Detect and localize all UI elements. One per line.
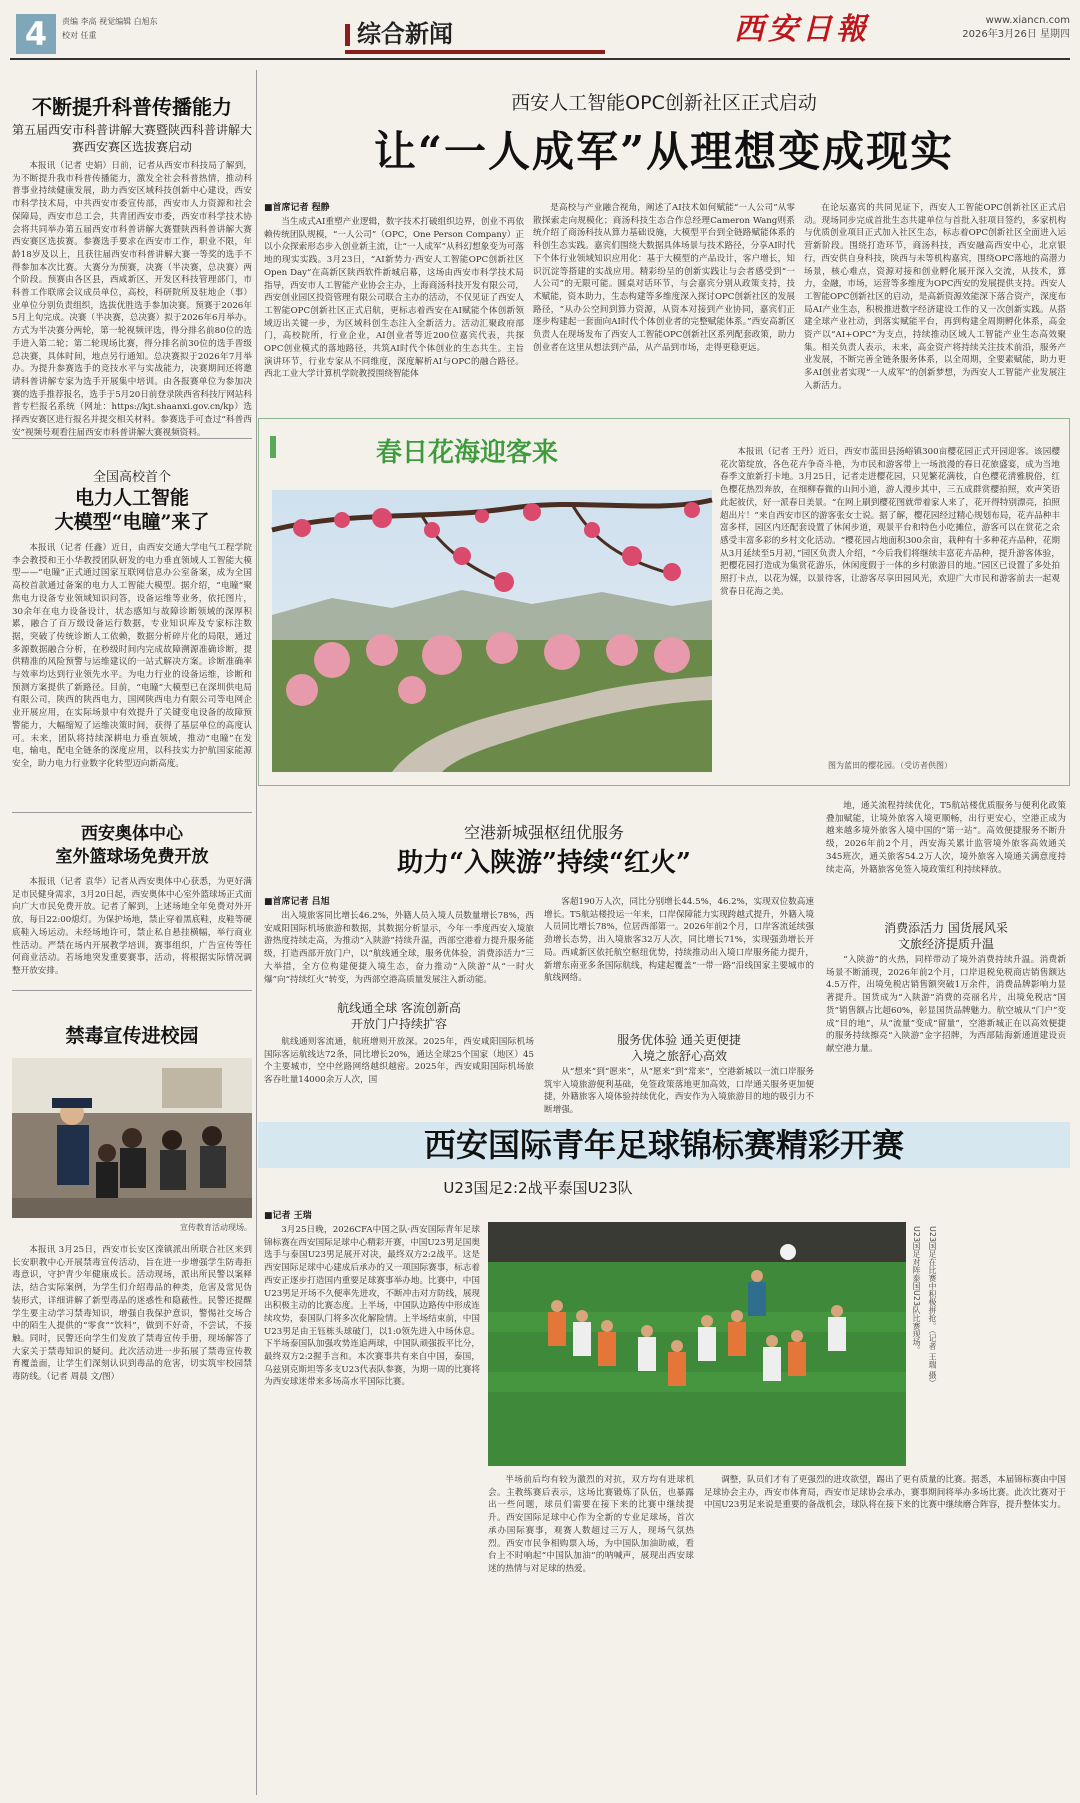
football-subtitle: U23国足2:2战平泰国U23队 bbox=[443, 1179, 633, 1197]
website-url[interactable]: www.xiancn.com 2026年3月26日 星期四 bbox=[962, 15, 1070, 40]
opc-col1: 当生成式AI重塑产业逻辑，数字技术打破组织边界，创业不再依赖传统团队规模，“一人公司”（OPC，One Person Company）正以小众探索形态步入创业新主流，让“一人成军”从科幻想象变为可落地的现实实践。3月23日，“AI新势力·西安人工智能OPC创新社区Open Day”在高新区陕西软件新城启幕，这场由西安市科学技术局指导，西安市人工智能产业协会主办，上海商汤科技开发有限公司，西安创业园区投资管理有限公司联合主办的活动，不仅见证了西安人工智能OPC创新社区正式启航，更标志着西安在AI赋能个体创新领域迈出关键一步，为区域科创生态注入全新活力。活动汇聚政府部门，高校院所，行业企业，AI创业者等近200位嘉宾代表，共探OPC创业模式的落地路径，共筑AI时代个体创业的生态共生。主旨演讲环节，行业专家从不同维度，深度解析AI与OPC的融合路径。西北工业大学计算机学院教授围绕智能体 bbox=[264, 217, 524, 380]
stadium-title-1: 西安奥体中心 bbox=[81, 824, 183, 844]
antidrug-title: 禁毒宣传进校园 bbox=[65, 1025, 199, 1047]
airport-subhead-2a: 服务优体验 通关更便捷 bbox=[617, 1033, 741, 1047]
spring-title: 春日花海迎客来 bbox=[376, 438, 559, 468]
proofreader-credit: 校对 任重 bbox=[62, 31, 97, 40]
science-subtitle: 第五届西安市科普讲解大赛暨陕西科普讲解大赛西安赛区选拔赛启动 bbox=[12, 123, 253, 154]
airport-col1b: 航线通则客流通，航班增则开放深。2025年，西安咸阳国际机场国际客运航线达72条，同比增长20%，通达全球25个国家（地区）45个主要城市，空中丝路网络越织越密。2025年，西安咸阳国际机场旅客吞吐量14000余万人次，国 bbox=[264, 1037, 534, 1086]
airport-subhead-2b: 入境之旅舒心高效 bbox=[630, 1049, 727, 1063]
electric-body: 本报讯（记者 任鑫）近日，由西安交通大学电气工程学院李会教授和王小华教授团队研发的电力垂直领域人工智能大模型——“电瞳”正式通过国家互联网信息办公室备案，成为全国高校首款通过备案的电力人工智能大模型。据介绍，“电瞳”聚焦电力设备专业领域知识问答，设备运维等业务，依托图片，30余年在电力设备设计，状态感知与故障诊断领域的深厚积累，融合了百万级设备运行数据，专业知识库及专家标注数据，突破了传统诊断人工依赖，数据分析碎片化的局限，通过多源数据融合分析，在秒级时间内完成故障溯源准确诊断，提供精准的风险预警与运维建议的一站式解决方案。诊断准确率与效率均达到行业领先水平。为电力行业的设备运维，诊断和预测方案提供了新路径。目前，“电瞳”大模型已在深圳供电局有限公司，陕西的陕西电力，国网陕西电力有限公司等电网企业开展应用，在实际场景中有效提升了关键变电设备的故障预警能力，大幅缩短了运维决策时间，获得了基层单位的高度认可。未来，团队将持续深耕电力垂直领域，推动“电瞳”在发电，输电，配电全链条的深度应用，以科技实力护航国家能源安全，助力电力行业数字化转型迈向新高度。 bbox=[12, 543, 252, 769]
airport-byline: ■首席记者 吕旭 bbox=[264, 897, 330, 907]
stadium-body: 本报讯（记者 袁华）记者从西安奥体中心获悉，为更好满足市民健身需求，3月20日起，西安奥体中心室外篮球场正式面向广大市民免费开放。记者了解到，上述场地全年免费对外开放，每日22:00熄灯。为保护场地，禁止穿着黑底鞋，皮鞋等硬底鞋入场运动。未经场地许可，禁止私自悬挂横幅，举行商业性活动。严禁在场内开展教学培训，赛事组织，广告宣传等任何商业活动。若场地突发重要赛事，活动，将根据实际情况调整开放安排。 bbox=[12, 877, 252, 976]
airport-kicker: 空港新城强枢纽优服务 bbox=[463, 823, 624, 842]
football-photo bbox=[488, 1222, 906, 1466]
opc-kicker: 西安人工智能OPC创新社区正式启动 bbox=[511, 92, 817, 114]
editor-credits: 责编 李高 视觉编辑 白旭东 bbox=[62, 17, 158, 26]
opc-col2: 是高校与产业融合视角，阐述了AI技术如何赋能“一人公司”从零散探索走向规模化；商汤科技生态合作总经理Cameron Wang则系统介绍了商汤科技从算力基础设施，大模型平台到全链路赋能体系的科创生态实践。嘉宾们围绕大数据具体场景与技术路径，分享AI时代下个体行业领域知识应用化：基于大模型的产品设计，客户增长，知识沉淀等搭建的实战应用。精彩纷呈的创新实践让与会者感受到“一人公司”的无限可能。圆桌对话环节，与会嘉宾分别从政策支持，技术赋能，资本助力，生态构建等多维度深入探讨OPC创新社区的发展路径，“从办公空间到算力资源，从资本对接到产业协同，嘉宾们正逐步构建起一套面向AI时代个体创业者的完整赋能体系。”西安高新区负责人在现场发布了西安人工智能OPC创新社区系列配套政策，助力创业者在这里从想法到产品，从产品到市场，走得更稳更远。 bbox=[533, 203, 795, 353]
football-byline: ■记者 王瑞 bbox=[264, 1211, 312, 1221]
airport-col3a: 地，通关流程持续优化，T5航站楼优质服务与便利化政策叠加赋能，让境外旅客入境更顺畅，出行更安心，空港正成为越来越多境外旅客入境中国的“第一站”。高效便捷服务不断升级，2026年前2个月，西安海关累计监管境外旅客高效通关345班次，通关旅客54.2万人次，境外旅客入境通关满意度持续走高，外籍旅客免签入境政策红利持续释放。 bbox=[826, 801, 1066, 875]
antidrug-photo-caption: 宣传教育活动现场。 bbox=[180, 1223, 252, 1232]
spring-accent bbox=[270, 436, 300, 458]
airport-col3b: “入陕游”的火热，同样带动了境外消费持续升温。消费新场景不断涌现，2026年前2个月，口岸退税免税商店销售额达4.5万件，出境免税店销售额突破1万余件，消费品牌影响力显著提升。国货成为“入陕游”消费的亮丽名片，出境免税店“国货”销售额占比超60%，彰显国货品牌魅力。航空城从“门户”变成“目的地”，从“流量”变成“留量”，空港新城正在以高效便捷的服务持续擦亮“入陕游”金字招牌，为西部陆海新通道建设贡献空港力量。 bbox=[826, 955, 1066, 1054]
page-number: 4 bbox=[16, 14, 56, 54]
airport-col1a: 出入境旅客同比增长46.2%，外籍人员入境人员数量增长78%，西安咸阳国际机场旅游和数据，其数据分析显示，今年一季度西安入境旅游热度持续走高，为推动“入陕游”持续升温，西部空港着力提升服务能级，打造西部开放门户，以“航线通全球，服务优体验，消费添活力”三大举措，全方位构建便捷入境生态，奋力推动“入陕游”从“一时火爆”向“持续红火”转变，为西部空港高质量发展注入新动能。 bbox=[264, 911, 534, 985]
science-body: 本报讯（记者 史娟）日前，记者从西安市科技局了解到，为不断提升我市科普传播能力，激发全社会科普热情，推动科普事业持续健康发展，助力西安区域科技创新中心建设，西安市科学技术局，中共西安市委宣传部，西安市人力资源和社会保障局，西安市总工会，共青团西安市委，西安市科学技术协会将共同举办第五届西安市科普讲解大赛暨陕西科普讲解大赛西安赛区选拔赛。参赛选手要求在西安市工作，职业不限，年龄18岁及以上，且获往届西安市科普讲解大赛一等奖的选手不得参加本次比赛。大赛分为预赛，决赛（半决赛，总决赛）两个阶段。预赛由各区县，西咸新区，开发区科技管理部门，市科普工作联席会议成员单位，高校，科研院所及驻地企（事）业单位分别负责组织，选拔优胜选手参加决赛。预赛于2026年5月上旬完成。决赛（半决赛，总决赛）拟于2026年6月举办。方式为半决赛分两轮，第一轮视频评选，得分排名前80位的选手进入第二轮；第二轮现场比赛，得分排名前30位的选手晋级总决赛，具体时间，地点另行通知。总决赛拟于2026年7月举办。为提升参赛选手的竞技水平与实战能力，决赛期间还将邀请科普讲解专家为选手开展集中培训。由各报赛单位为参加决赛的选手推荐报名，选手于5月20日前登录陕西省科技厅网站科普专栏报名系统（网址：https://kjt.shaanxi.gov.cn/kp）选择西安赛区进行报名并提交相关材料。参赛选手可查过“科普西安”视频号观看往届西安市科普讲解大赛视频资料。 bbox=[12, 161, 252, 438]
antidrug-photo bbox=[12, 1058, 252, 1218]
issue-date: 2026年3月26日 星期四 bbox=[962, 29, 1070, 40]
airport-subhead-3b: 文旅经济提质升温 bbox=[897, 937, 994, 951]
electric-title-2: 大模型“电瞳”来了 bbox=[54, 511, 210, 533]
airport-headline: 助力“入陕游”持续“红火” bbox=[397, 848, 691, 878]
airport-subhead-1a: 航线通全球 客流创新高 bbox=[337, 1001, 461, 1015]
opc-byline: ■首席记者 程静 bbox=[264, 203, 330, 213]
football-col1: 3月25日晚，2026CFA中国之队·西安国际青年足球锦标赛在西安国际足球中心精彩开赛，中国U23男足国奥选手与泰国U23男足展开对决，最终双方2:2战平。这是西安国际足球中心建成后承办的又一项国际赛事，标志着西安正逐步打造国内重要足球赛事举办地。比赛中，中国U23男足开场不久便率先进攻，不断冲击对方防线，展现出积极主动的比赛态度。上半场，中国队边路传中形成连续攻势，泰国队门将多次化解险情。上半场结束前，中国U23男足由王钰栋头球破门，以1:0领先进入中场休息。下半场泰国队加强攻势连追两球，中国队顽强扳平比分，最终双方2:2握手言和。本次赛事共有来自中国，泰国，乌兹别克斯坦等多支U23代表队参赛，为期一周的比赛将为西安球迷带来多场高水平国际比赛。 bbox=[264, 1225, 480, 1388]
football-col2: 半场前后均有较为激烈的对抗，双方均有进球机会。主教练赛后表示，这场比赛锻炼了队伍，也暴露出一些问题，球员们需要在接下来的比赛中继续提升。西安国际足球中心作为全新的专业足球场，首次承办国际赛事，观赛人数超过三万人，现场气氛热烈。西安市民争相购票入场，为中国队加油助威，看台上不时响起“中国队加油”的呐喊声，展现出西安球迷的热情与对足球的热爱。 bbox=[488, 1475, 694, 1574]
airport-subhead-1b: 开放门户持续扩容 bbox=[350, 1017, 447, 1031]
football-photo-side-caption: U23国足对阵泰国U23队比赛现场。 bbox=[912, 1226, 921, 1355]
electric-title-1: 电力人工智能 bbox=[74, 487, 189, 509]
football-headline: 西安国际青年足球锦标赛精彩开赛 bbox=[423, 1126, 904, 1164]
stadium-title-2: 室外篮球场免费开放 bbox=[55, 847, 209, 867]
football-photo-caption: U23国足在比赛中积极拼抢。（记者 王瑞 摄） bbox=[928, 1226, 937, 1388]
antidrug-body: 本报讯 3月25日，西安市长安区滦镇派出所联合社区来到长安职教中心开展禁毒宣传活动，旨在进一步增强学生防毒拒毒意识，守护青少年健康成长。活动现场，派出所民警以案释法，结合实际案例，为学生们介绍毒品的种类，危害及常见伪装形式，详细讲解了新型毒品的迷惑性和隐蔽性。民警还提醒学生要主动学习禁毒知识，增强自我保护意识，警惕社交场合中的陌生人提供的“零食”“饮料”，做到不好奇，不尝试，不接触。同时，民警还向学生们发放了禁毒宣传手册，现场解答了大家关于禁毒知识的疑问。此次活动进一步拓展了禁毒宣传教育覆盖面，让学生们深刻认识到毒品的危害，切实筑牢校园禁毒防线。（记者 周晨 文/图） bbox=[12, 1245, 252, 1383]
spring-photo bbox=[272, 490, 712, 772]
airport-col2a: 客超190万人次，同比分别增长44.5%，46.2%，实现双位数高速增长。T5航站楼投运一年来，口岸保障能力实现跨越式提升，外籍入境人员同比增长78%，位居西部第一。2026年前2个月，口岸客流延续强劲增长态势，出入境旅客32万人次，同比增长71%，实现强劲增长开局。西咸新区依托航空枢纽优势，持续推动出入境口岸服务能力提升，新增东南亚多条国际航线，构建起覆盖“一带一路”沿线国家主要城市的航线网络。 bbox=[544, 897, 814, 984]
airport-subhead-3a: 消费添活力 国货展风采 bbox=[884, 921, 1008, 935]
football-col3: 调整，队员们才有了更强烈的进攻欲望，踢出了更有质量的比赛。据悉，本届锦标赛由中国足球协会主办，西安市体育局，西安市足球协会承办，赛事期间将举办多场比赛。此次比赛对于中国U23男足来说是重要的备战机会，球队将在接下来的比赛中继续磨合阵容，提升整体实力。 bbox=[704, 1475, 1066, 1511]
airport-col2b: 从“想来”到“愿来”，从“愿来”到“常来”，空港新城以一流口岸服务筑牢入境旅游便利基础，免签政策落地更加高效，口岸通关服务更加便捷，外籍旅客入境体验持续优化，西安作为入境旅游目的地的吸引力不断增强。 bbox=[544, 1067, 814, 1116]
opc-col3: 在论坛嘉宾的共同见证下，西安人工智能OPC创新社区正式启动。现场同步完成首批生态共建单位与首批入驻项目签约，多家机构与优质创业项目正式加入社区生态，标志着OPC创新社区全面进入运营新阶段。围绕打造环节，商汤科技，西安融高西安中心，北京银行，西安供自身科技，陕西与未等机构嘉宾，围绕OPC落地的高潜力场景，核心难点，资源对接和创业孵化展开深入交流，从技术，算力，金融，市场，运营等多维度为OPC西安的发展提供支持。西安人工智能OPC创新社区的启动，是高新资源效能深下落合资产，深度布局AI产业生态，积极推进数字经济建设工作的又一次创新实践。从搭建全球产业社动，到落实赋能平台，再到构建全周期孵化体系，高金资产以“AI+OPC”为支点，持续推动区域人工智能产业生态高效聚集。相关负责人表示，未来，高金资产将持续关注技术前沿，服务产业发展，不断完善全链条服务体系，以全周期，全要素赋能，助力更多AI创业者实现“一人成军”的创新梦想，为西安人工智能产业发展注入新活力。 bbox=[804, 203, 1066, 391]
science-title: 不断提升科普传播能力 bbox=[32, 95, 232, 119]
electric-kicker: 全国高校首个 bbox=[92, 470, 171, 485]
section-title: 综合新闻 bbox=[345, 14, 605, 54]
spring-body: 本报讯（记者 王丹）近日，西安市蓝田县汤峪镇300亩樱花园正式开园迎客。该园樱花次第绽放，各色花卉争奇斗艳，为市民和游客带上一场浪漫的春日花旅盛宴，成为当地春季文旅新打卡地。3月25日，记者走进樱花园，只见繁花满枝，白色樱花清雅脱俗，红色樱花热烈奔放，在细柳春微的山间小道，游人漫步其中，三五成群赏樱拍照，欢声笑语此起彼伏，好一派春日美景。“在网上刷到樱花图就带着家人来了，花开得特别漂亮，拍照超出片！”来自西安市区的游客张女士说。据了解，樱花园经过精心规划布局，花卉品种丰富多样，园区内还配套设置了休闲步道，观景平台和特色小吃摊位，游客可以在赏花之余感受丰富多彩的乡村文化活动。“樱花园占地面积300余亩，栽种有十多种花卉品种，花期从3月延续至5月初，”园区负责人介绍，“今后我们将继续丰富花卉品种，提升游客体验，把樱花园打造成为集赏花游乐，休闲度假于一体的乡村旅游目的地。”园区已设置了多处拍照打卡点，以花为媒，以景待客，让游客尽享田园风光，欢迎广大市民和游客前去一起观赏春日花海之美。 bbox=[720, 447, 1060, 597]
newspaper-logo: 西安日報 bbox=[734, 12, 870, 47]
opc-headline: 让“一人成军”从理想变成现实 bbox=[373, 127, 955, 176]
spring-photo-caption: 图为蓝田的樱花园。（受访者供图） bbox=[828, 761, 952, 770]
